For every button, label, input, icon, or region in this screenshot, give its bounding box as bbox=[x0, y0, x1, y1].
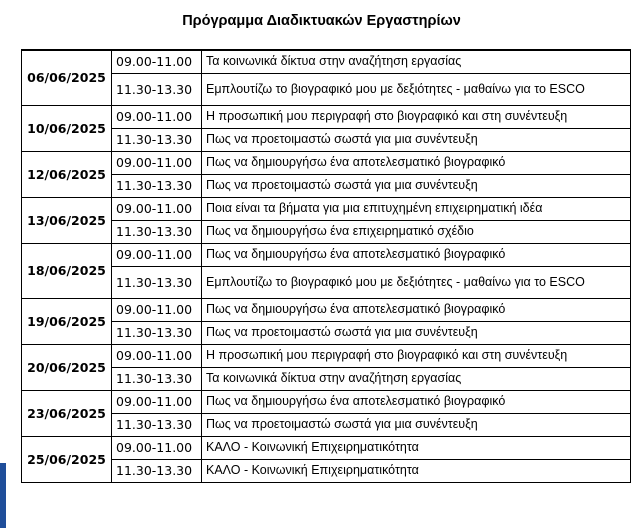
session-topic: Πως να προετοιμαστώ σωστά για μια συνέντευξη bbox=[202, 174, 631, 197]
session-topic: Ποια είναι τα βήματα για μια επιτυχημένη επιχειρηματική ιδέα bbox=[202, 197, 631, 220]
page-title: Πρόγραμμα Διαδικτυακών Εργαστηρίων bbox=[182, 13, 461, 29]
session-date: 25/06/2025 bbox=[22, 436, 112, 482]
session-topic: Πως να δημιουργήσω ένα αποτελεσματικό βιογραφικό bbox=[202, 243, 631, 266]
session-time: 11.30-13.30 bbox=[112, 367, 202, 390]
session-time: 09.00-11.00 bbox=[112, 436, 202, 459]
session-time: 11.30-13.30 bbox=[112, 413, 202, 436]
table-row bbox=[22, 298, 631, 321]
session-topic: Η προσωπική μου περιγραφή στο βιογραφικό και στη συνέντευξη bbox=[202, 344, 631, 367]
session-time: 11.30-13.30 bbox=[112, 321, 202, 344]
session-time: 11.30-13.30 bbox=[112, 220, 202, 243]
schedule-table bbox=[21, 49, 631, 483]
session-topic: Πως να δημιουργήσω ένα αποτελεσματικό βιογραφικό bbox=[202, 298, 631, 321]
session-time: 09.00-11.00 bbox=[112, 243, 202, 266]
table-row bbox=[22, 174, 631, 197]
table-row bbox=[22, 266, 631, 298]
table-row bbox=[22, 459, 631, 482]
table-row bbox=[22, 344, 631, 367]
session-date: 12/06/2025 bbox=[22, 151, 112, 197]
session-topic: ΚΑΛΟ - Κοινωνική Επιχειρηματικότητα bbox=[202, 459, 631, 482]
table-row bbox=[22, 50, 631, 73]
table-row bbox=[22, 367, 631, 390]
session-time: 11.30-13.30 bbox=[112, 73, 202, 105]
session-date: 18/06/2025 bbox=[22, 243, 112, 298]
table-row bbox=[22, 436, 631, 459]
table-row bbox=[22, 151, 631, 174]
table-row bbox=[22, 73, 631, 105]
session-time: 09.00-11.00 bbox=[112, 50, 202, 73]
table-row bbox=[22, 321, 631, 344]
table-row bbox=[22, 105, 631, 128]
table-row bbox=[22, 243, 631, 266]
session-time: 11.30-13.30 bbox=[112, 128, 202, 151]
decorative-edge bbox=[0, 463, 6, 528]
session-time: 09.00-11.00 bbox=[112, 151, 202, 174]
session-date: 23/06/2025 bbox=[22, 390, 112, 436]
table-row bbox=[22, 197, 631, 220]
session-time: 09.00-11.00 bbox=[112, 390, 202, 413]
session-topic: Πως να δημιουργήσω ένα επιχειρηματικό σχέδιο bbox=[202, 220, 631, 243]
table-row bbox=[22, 128, 631, 151]
session-topic: Η προσωπική μου περιγραφή στο βιογραφικό και στη συνέντευξη bbox=[202, 105, 631, 128]
session-time: 09.00-11.00 bbox=[112, 197, 202, 220]
session-time: 09.00-11.00 bbox=[112, 105, 202, 128]
session-topic: Πως να προετοιμαστώ σωστά για μια συνέντευξη bbox=[202, 413, 631, 436]
table-row bbox=[22, 220, 631, 243]
session-topic: Πως να δημιουργήσω ένα αποτελεσματικό βιογραφικό bbox=[202, 390, 631, 413]
session-topic: Εμπλουτίζω το βιογραφικό μου με δεξιότητες - μαθαίνω για το ESCO bbox=[202, 266, 631, 298]
session-time: 09.00-11.00 bbox=[112, 344, 202, 367]
table-row bbox=[22, 390, 631, 413]
session-time: 09.00-11.00 bbox=[112, 298, 202, 321]
session-topic: Εμπλουτίζω το βιογραφικό μου με δεξιότητες - μαθαίνω για το ESCO bbox=[202, 73, 631, 105]
session-date: 13/06/2025 bbox=[22, 197, 112, 243]
session-date: 10/06/2025 bbox=[22, 105, 112, 151]
session-topic: Πως να προετοιμαστώ σωστά για μια συνέντευξη bbox=[202, 128, 631, 151]
table-row bbox=[22, 413, 631, 436]
session-topic: Πως να προετοιμαστώ σωστά για μια συνέντευξη bbox=[202, 321, 631, 344]
session-topic: Τα κοινωνικά δίκτυα στην αναζήτηση εργασίας bbox=[202, 367, 631, 390]
session-topic: ΚΑΛΟ - Κοινωνική Επιχειρηματικότητα bbox=[202, 436, 631, 459]
session-topic: Τα κοινωνικά δίκτυα στην αναζήτηση εργασίας bbox=[202, 50, 631, 73]
session-date: 06/06/2025 bbox=[22, 50, 112, 105]
session-date: 20/06/2025 bbox=[22, 344, 112, 390]
session-time: 11.30-13.30 bbox=[112, 266, 202, 298]
session-topic: Πως να δημιουργήσω ένα αποτελεσματικό βιογραφικό bbox=[202, 151, 631, 174]
session-time: 11.30-13.30 bbox=[112, 459, 202, 482]
session-date: 19/06/2025 bbox=[22, 298, 112, 344]
session-time: 11.30-13.30 bbox=[112, 174, 202, 197]
